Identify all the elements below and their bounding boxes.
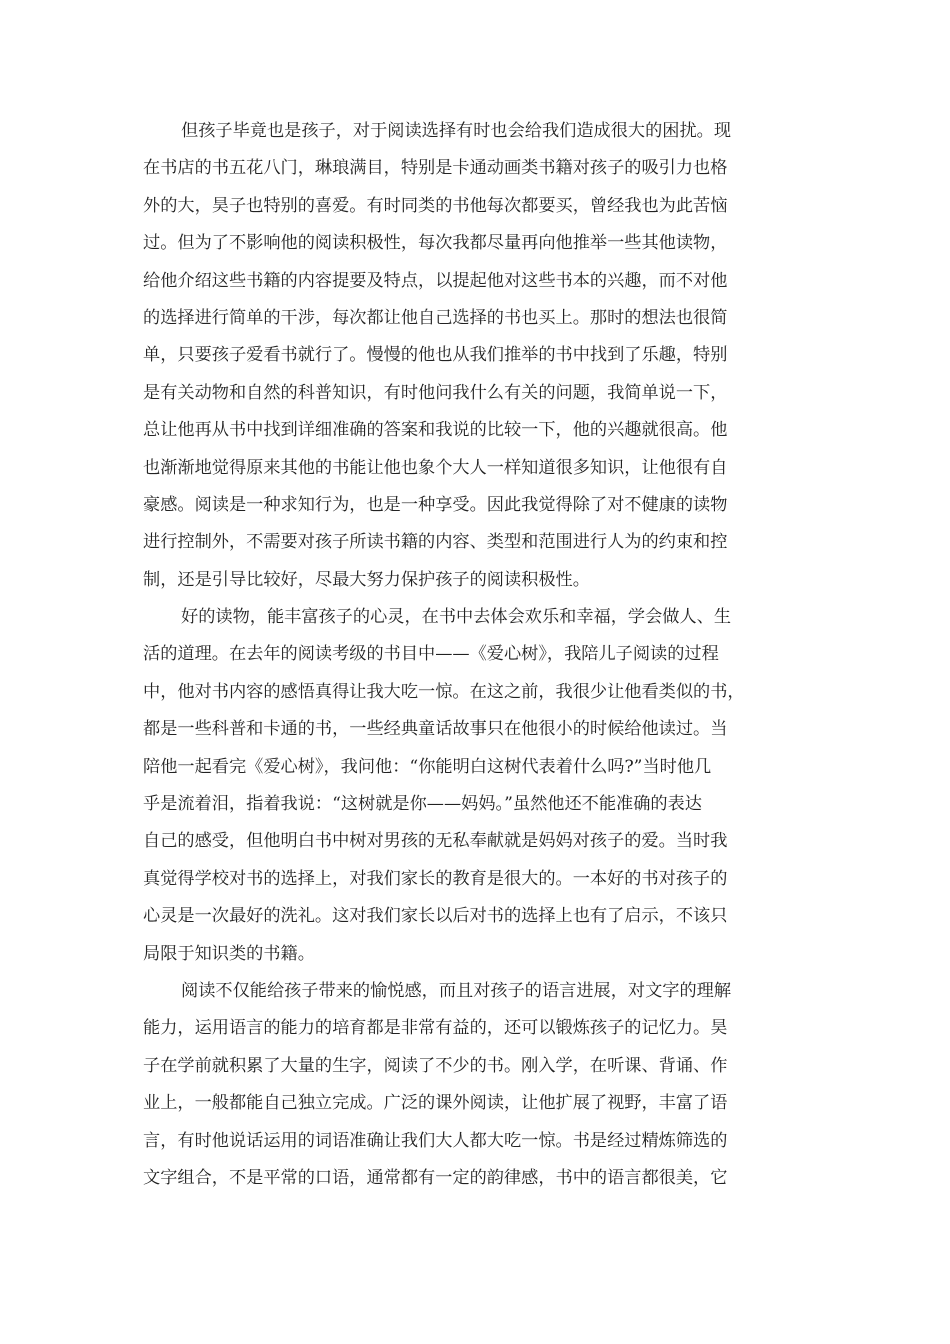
text-line: 能力，运用语言的能力的培育都是非常有益的，还可以锻炼孩子的记忆力。昊 xyxy=(143,1018,728,1039)
text-line: 子在学前就积累了大量的生字，阅读了不少的书。刚入学，在听课、背诵、作 xyxy=(143,1055,728,1076)
text-line: 给他介绍这些书籍的内容提要及特点，以提起他对这些书本的兴趣，而不对他 xyxy=(143,270,728,291)
text-line: 业上，一般都能自己独立完成。广泛的课外阅读，让他扩展了视野，丰富了语 xyxy=(143,1093,728,1114)
text-line: 言，有时他说话运用的词语准确让我们大人都大吃一惊。书是经过精炼筛选的 xyxy=(143,1130,728,1151)
text-line: 陪他一起看完《爱心树》，我问他：“你能明白这树代表着什么吗?”当时他几 xyxy=(143,756,712,777)
text-line: 心灵是一次最好的洗礼。这对我们家长以后对书的选择上也有了启示，不该只 xyxy=(143,906,728,927)
text-line: 乎是流着泪，指着我说：“这树就是你——妈妈。”虽然他还不能准确的表达 xyxy=(143,794,702,815)
text-line: 文字组合，不是平常的口语，通常都有一定的韵律感，书中的语言都很美，它 xyxy=(143,1167,728,1188)
text-line: 局限于知识类的书籍。 xyxy=(143,943,315,964)
text-line: 中，他对书内容的感悟真得让我大吃一惊。在这之前，我很少让他看类似的书， xyxy=(143,681,745,702)
text-line: 自己的感受，但他明白书中树对男孩的无私奉献就是妈妈对孩子的爱。当时我 xyxy=(143,831,728,852)
text-line: 活的道理。在去年的阅读考级的书目中——《爱心树》，我陪儿子阅读的过程 xyxy=(143,644,719,665)
text-line: 是有关动物和自然的科普知识，有时他问我什么有关的问题，我简单说一下， xyxy=(143,382,728,403)
text-line: 豪感。阅读是一种求知行为，也是一种享受。因此我觉得除了对不健康的读物 xyxy=(143,494,728,515)
text-line: 在书店的书五花八门，琳琅满目，特别是卡通动画类书籍对孩子的吸引力也格 xyxy=(143,158,728,179)
text-line: 真觉得学校对书的选择上，对我们家长的教育是很大的。一本好的书对孩子的 xyxy=(143,868,728,889)
text-line: 制，还是引导比较好，尽最大努力保护孩子的阅读积极性。 xyxy=(143,569,590,590)
text-line: 都是一些科普和卡通的书，一些经典童话故事只在他很小的时候给他读过。当 xyxy=(143,719,728,740)
text-line: 进行控制外，不需要对孩子所读书籍的内容、类型和范围进行人为的约束和控 xyxy=(143,532,728,553)
text-line: 单，只要孩子爱看书就行了。慢慢的他也从我们推举的书中找到了乐趣，特别 xyxy=(143,345,728,366)
document-body xyxy=(143,113,813,1197)
paragraph-first-line: 但孩子毕竟也是孩子，对于阅读选择有时也会给我们造成很大的困扰。现 xyxy=(181,121,732,141)
text-line: 也渐渐地觉得原来其他的书能让他也象个大人一样知道很多知识，让他很有自 xyxy=(143,457,728,478)
paragraph-first-line: 阅读不仅能给孩子带来的愉悦感，而且对孩子的语言进展，对文字的理解 xyxy=(181,980,732,1001)
text-line: 过。但为了不影响他的阅读积极性，每次我都尽量再向他推举一些其他读物， xyxy=(143,233,728,254)
paragraph-first-line: 好的读物，能丰富孩子的心灵，在书中去体会欢乐和幸福，学会做人、生 xyxy=(181,607,732,628)
text-line: 总让他再从书中找到详细准确的答案和我说的比较一下，他的兴趣就很高。他 xyxy=(143,420,728,441)
text-line: 外的大，昊子也特别的喜爱。有时同类的书他每次都要买，曾经我也为此苦恼 xyxy=(143,195,728,216)
text-line: 的选择进行简单的干涉，每次都让他自己选择的书也买上。那时的想法也很简 xyxy=(143,307,728,328)
